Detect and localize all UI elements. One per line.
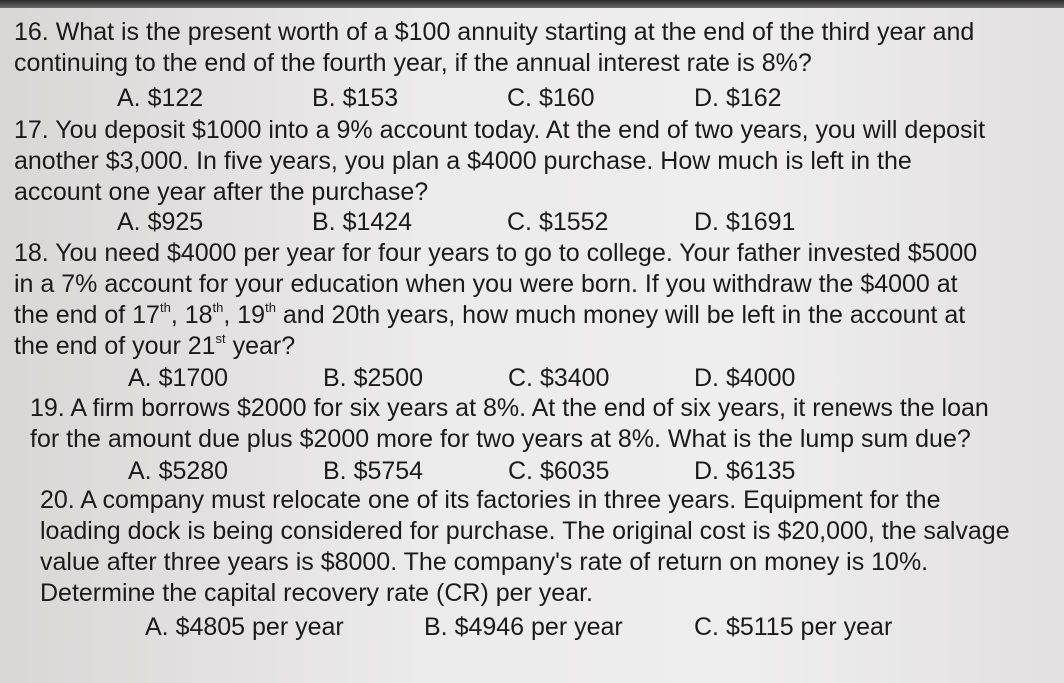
question-18 [14, 238, 1054, 362]
question-text-line: continuing to the end of the fourth year, if the annual interest rate is 8%? [14, 49, 812, 77]
option-c: C. $160 [507, 84, 595, 112]
answer-options-18 [0, 363, 1064, 394]
question-text-line: account one year after the purchase? [14, 178, 429, 206]
ordinal-number: 21 [187, 332, 216, 360]
option-a: A. $4805 per year [145, 613, 344, 641]
option-c: C. $3400 [508, 364, 610, 392]
option-d: D. $6135 [694, 457, 796, 485]
separator: , [170, 301, 185, 329]
option-a: A. $1700 [128, 364, 229, 392]
question-text-line: for the amount due plus $2000 more for two years at 8%. What is the lump sum due? [30, 425, 971, 453]
ordinal-number: 18 [184, 301, 213, 329]
option-b: B. $1424 [312, 208, 413, 236]
ordinal-suffix: th [265, 299, 276, 315]
ordinal-number: 19 [237, 301, 266, 329]
option-b: B. $153 [312, 84, 399, 112]
question-text-line: 18. You need $4000 per year for four years to go to college. Your father invested $5000 [14, 239, 978, 267]
question-text-line: 17. You deposit $1000 into a 9% account today. At the end of two years, you will deposit [14, 116, 986, 144]
ordinal-suffix: th [212, 299, 224, 315]
question-text-line: in a 7% account for your education when you were born. If you withdraw the $4000 at [14, 270, 958, 298]
question-16 [14, 17, 1054, 79]
separator: , [223, 301, 238, 329]
option-d: D. $1691 [694, 208, 796, 236]
question-text-line: 16. What is the present worth of a $100 annuity starting at the end of the third year and [14, 18, 975, 46]
option-c: C. $1552 [507, 208, 609, 236]
question-text-line [14, 300, 1054, 331]
option-b: B. $4946 per year [424, 613, 623, 641]
question-20 [40, 485, 1055, 609]
top-edge-shadow [0, 0, 1064, 8]
question-17 [14, 115, 1054, 208]
line-fragment: the end of [14, 301, 133, 329]
ordinal-number: 17 [132, 301, 160, 329]
option-b: B. $2500 [323, 364, 424, 392]
answer-options-20 [0, 612, 1064, 643]
line-fragment: and 20th years, how much money will be left in the account at [275, 301, 966, 329]
option-d: D. $162 [694, 84, 782, 112]
answer-options-19 [0, 456, 1064, 487]
line-fragment: year? [225, 332, 296, 360]
line-fragment: the end of your [14, 332, 188, 360]
question-text-line [14, 331, 1054, 362]
question-text-line: loading dock is being considered for purchase. The original cost is $20,000, the salvage [40, 517, 1010, 545]
ordinal-suffix: th [159, 299, 171, 315]
question-text-line: 20. A company must relocate one of its factories in three years. Equipment for the [40, 486, 941, 514]
question-text-line: another $3,000. In five years, you plan a $4000 purchase. How much is left in the [14, 147, 912, 175]
question-text-line: 19. A firm borrows $2000 for six years at 8%. At the end of six years, it renews the loan [30, 394, 989, 422]
question-text-line: value after three years is $8000. The company's rate of return on money is 10%. [40, 548, 929, 576]
ordinal-suffix: st [215, 330, 226, 346]
option-c: C. $5115 per year [694, 613, 893, 641]
answer-options-17 [0, 207, 1064, 238]
question-19 [30, 393, 1055, 455]
answer-options-16 [0, 83, 1064, 114]
option-a: A. $925 [117, 208, 204, 236]
option-b: B. $5754 [323, 457, 424, 485]
option-d: D. $4000 [694, 364, 796, 392]
option-a: A. $5280 [128, 457, 229, 485]
option-a: A. $122 [117, 84, 204, 112]
option-c: C. $6035 [508, 457, 610, 485]
question-text-line: Determine the capital recovery rate (CR) per year. [40, 579, 593, 607]
